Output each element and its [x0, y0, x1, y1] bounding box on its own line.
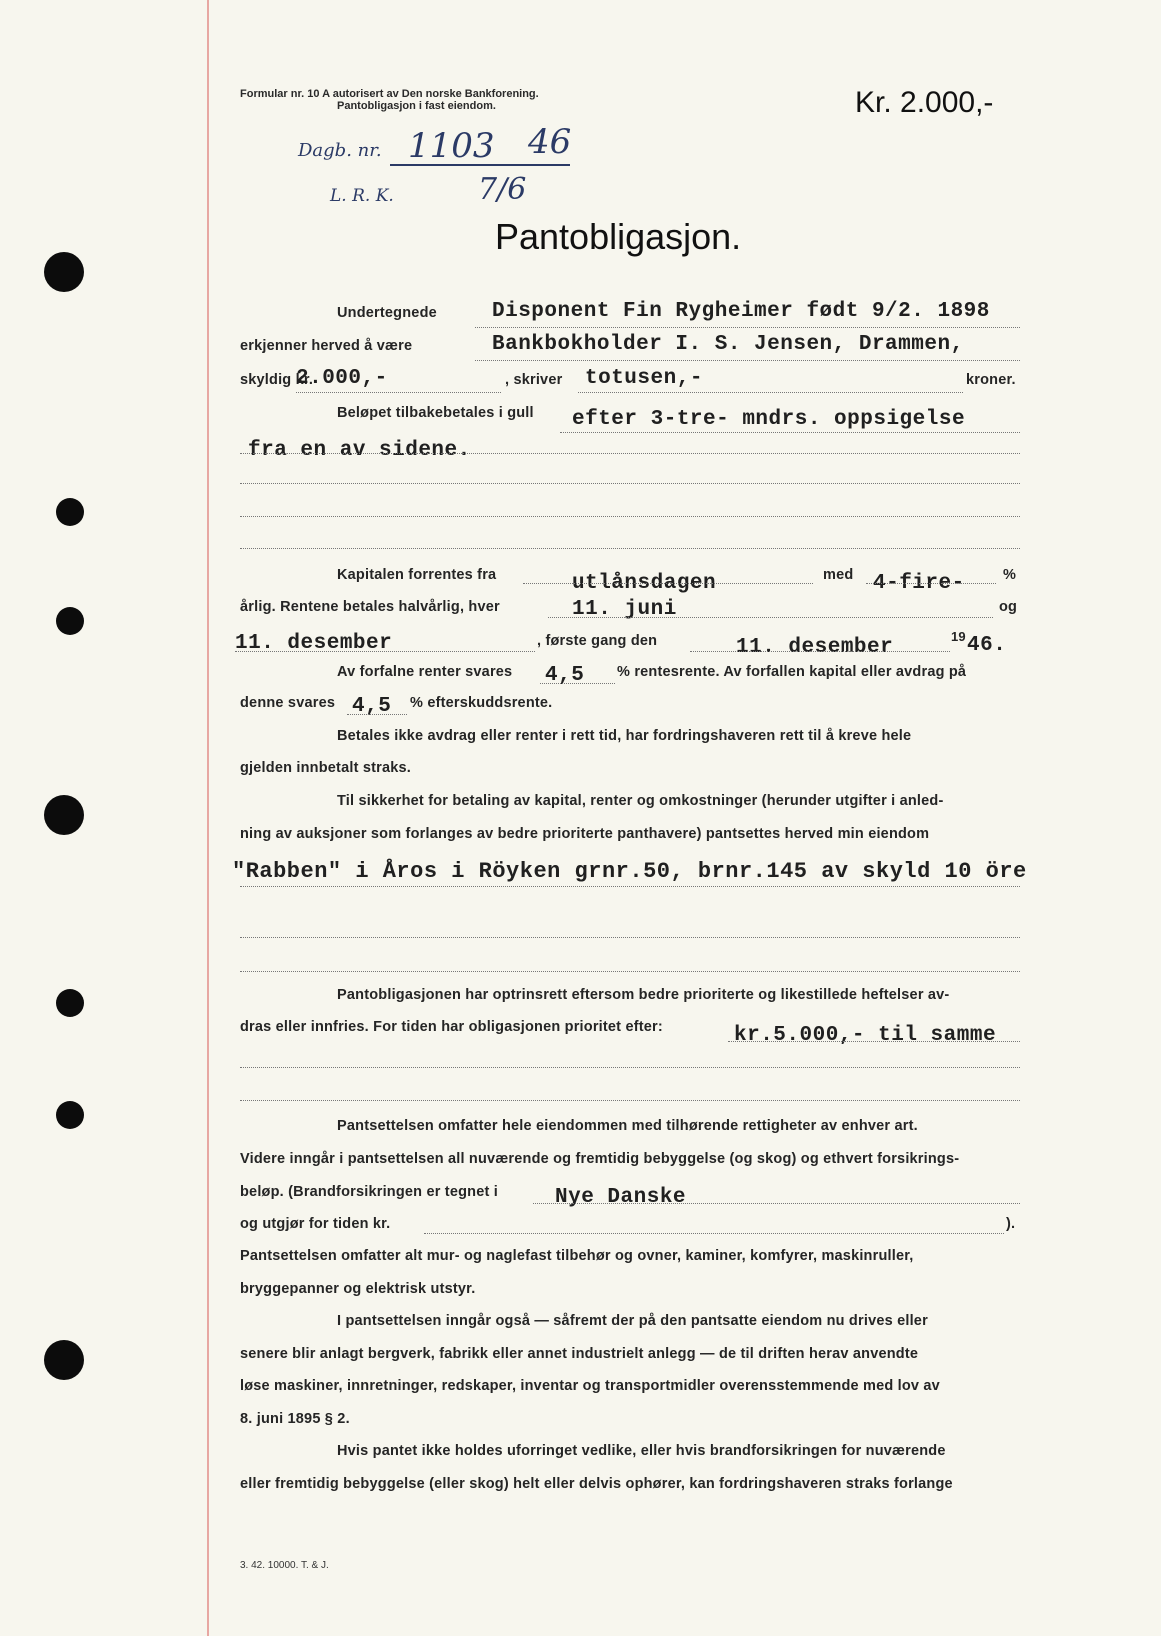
- denne-label: denne svares: [240, 695, 336, 711]
- skriver-label: , skriver: [505, 372, 563, 388]
- eiendom-line-3: [240, 971, 1020, 972]
- mur-line-2: bryggepanner og elektrisk utstyr.: [240, 1281, 476, 1297]
- dagb-number: 1103: [408, 126, 495, 166]
- omfatter-line-3: beløp. (Brandforsikringen er tegnet i: [240, 1184, 498, 1200]
- undertegnede-line: [475, 327, 1020, 328]
- prioritet-value: kr.5.000,- til samme: [734, 1024, 997, 1047]
- print-footer: 3. 42. 10000. T. & J.: [240, 1560, 329, 1571]
- kapitalen-line: [523, 583, 813, 584]
- prioritet-line-3: [240, 1100, 1020, 1101]
- year-value: 46.: [967, 634, 1007, 657]
- binder-hole: [56, 1101, 84, 1129]
- forfalne-label: Av forfalne renter svares: [337, 664, 513, 680]
- omfatter-line-2: Videre inngår i pantsettelsen all nuværende og fremtidig bebyggelse (og skog) og ethvert forsikrings-: [240, 1151, 960, 1167]
- binder-hole: [56, 989, 84, 1017]
- betales-line-2: gjelden innbetalt straks.: [240, 760, 411, 776]
- arlig-value: 11. juni: [572, 598, 677, 621]
- forste-value: 11. desember: [736, 636, 894, 659]
- forfalne-line: [540, 683, 615, 684]
- erkjenner-value: Bankbokholder I. S. Jensen, Drammen,: [492, 333, 964, 356]
- form-type-line: Pantobligasjon i fast eiendom.: [337, 100, 496, 112]
- denne-value: 4,5: [352, 695, 392, 718]
- hvis-line-2: eller fremtidig bebyggelse (eller skog) helt eller delvis ophører, kan fordringshaveren straks forlange: [240, 1476, 953, 1492]
- prioritet-line: [728, 1041, 1020, 1042]
- med-label: med: [823, 567, 854, 583]
- kapitalen-label: Kapitalen forrentes fra: [337, 567, 497, 583]
- forste-label: , første gang den: [537, 633, 658, 649]
- belopet-line-4: [240, 516, 1020, 517]
- dagb-underline: [390, 164, 570, 166]
- form-number-line: Formular nr. 10 A autorisert av Den norske Bankforening.: [240, 88, 539, 100]
- dagb-date: 7/6: [478, 172, 527, 207]
- skyldig-label: skyldig kr.: [240, 372, 314, 388]
- arlig-label: årlig. Rentene betales halvårlig, hver: [240, 599, 500, 615]
- binder-hole: [44, 252, 84, 292]
- kroner-label: kroner.: [966, 372, 1016, 388]
- rentesrente-label: % rentesrente. Av forfallen kapital eller avdrag på: [617, 664, 967, 680]
- mur-line-1: Pantsettelsen omfatter alt mur- og naglefast tilbehør og ovner, kaminer, komfyrer, maskinruller,: [240, 1248, 914, 1264]
- eiendom-value: "Rabben" i Åros i Röyken grnr.50, brnr.145 av skyld 10 öre: [232, 859, 1027, 884]
- skyldig-value: 2.000,-: [296, 367, 388, 390]
- denne-line: [347, 714, 407, 715]
- med-line: [866, 583, 996, 584]
- ogsa-line-1: I pantsettelsen inngår også — såfremt der på den pantsatte eiendom nu drives eller: [337, 1313, 928, 1329]
- utgjor-close: ).: [1006, 1216, 1016, 1232]
- binder-hole: [44, 1340, 84, 1380]
- binder-hole: [44, 795, 84, 835]
- med-pct: %: [1003, 567, 1017, 583]
- amount-header: Kr. 2.000,-: [855, 86, 994, 119]
- dagb-sub-label: L. R. K.: [330, 186, 394, 206]
- hvis-line-1: Hvis pantet ikke holdes uforringet vedlike, eller hvis brandforsikringen for nuværende: [337, 1443, 946, 1459]
- margin-line: [207, 0, 209, 1636]
- undertegnede-value: Disponent Fin Rygheimer født 9/2. 1898: [492, 300, 990, 323]
- binder-hole: [56, 607, 84, 635]
- ogsa-line-3: løse maskiner, innretninger, redskaper, inventar og transportmidler overensstemmende med lov av: [240, 1378, 940, 1394]
- erkjenner-label: erkjenner herved å være: [240, 338, 413, 354]
- omfatter-line-1: Pantsettelsen omfatter hele eiendommen med tilhørende rettigheter av enhver art.: [337, 1118, 918, 1134]
- skyldig-line: [296, 392, 501, 393]
- sikkerhet-line-1: Til sikkerhet for betaling av kapital, renter og omkostninger (herunder utgifter i anled-: [337, 793, 944, 809]
- document-title: Pantobligasjon.: [495, 216, 742, 257]
- dagb-year: 46: [528, 122, 572, 162]
- belopet-line-3: [240, 483, 1020, 484]
- desember-value: 11. desember: [235, 632, 393, 655]
- belopet-label: Beløpet tilbakebetales i gull: [337, 405, 534, 421]
- ogsa-line-4: 8. juni 1895 § 2.: [240, 1411, 350, 1427]
- forste-line: [690, 651, 950, 652]
- betales-line-1: Betales ikke avdrag eller renter i rett tid, har fordringshaveren rett til å kreve hele: [337, 728, 912, 744]
- sikkerhet-line-2: ning av auksjoner som forlanges av bedre prioriterte panthavere) pantsettes herved min eiendom: [240, 826, 930, 842]
- belopet-line-2: [240, 453, 1020, 454]
- eiendom-line-2: [240, 937, 1020, 938]
- kapitalen-value: utlånsdagen: [572, 572, 717, 595]
- brandforsikring-value: Nye Danske: [555, 1186, 687, 1209]
- undertegnede-label: Undertegnede: [337, 305, 437, 321]
- eiendom-line-1: [240, 886, 1020, 887]
- utgjor-label: og utgjør for tiden kr.: [240, 1216, 391, 1232]
- arlig-line: [548, 617, 993, 618]
- utgjor-line: [424, 1233, 1004, 1234]
- erkjenner-line: [475, 360, 1020, 361]
- skriver-line: [578, 392, 963, 393]
- binder-hole: [56, 498, 84, 526]
- optrinsrett-line-1: Pantobligasjonen har optrinsrett eftersom bedre prioriterte og likestillede heftelser av-: [337, 987, 950, 1003]
- ogsa-line-2: senere blir anlagt bergverk, fabrikk eller annet industrielt anlegg — de til driften herav anvendte: [240, 1346, 919, 1362]
- belopet-value-2: fra en av sidene.: [248, 439, 471, 462]
- prioritet-line-2: [240, 1067, 1020, 1068]
- med-value: 4-fire-: [873, 572, 965, 595]
- brandforsikring-line: [533, 1203, 1020, 1204]
- belopet-value-1: efter 3-tre- mndrs. oppsigelse: [572, 408, 966, 431]
- belopet-line-5: [240, 548, 1020, 549]
- og-label: og: [999, 599, 1018, 615]
- year-prefix: 19: [951, 629, 966, 644]
- belopet-line-1: [560, 432, 1020, 433]
- dagb-label: Dagb. nr.: [298, 140, 382, 161]
- optrinsrett-line-2: dras eller innfries. For tiden har obligasjonen prioritet efter:: [240, 1019, 663, 1035]
- skriver-value: totusen,-: [585, 367, 703, 390]
- desember-line: [235, 651, 535, 652]
- efterskudd-label: % efterskuddsrente.: [410, 695, 553, 711]
- forfalne-value: 4,5: [545, 664, 585, 687]
